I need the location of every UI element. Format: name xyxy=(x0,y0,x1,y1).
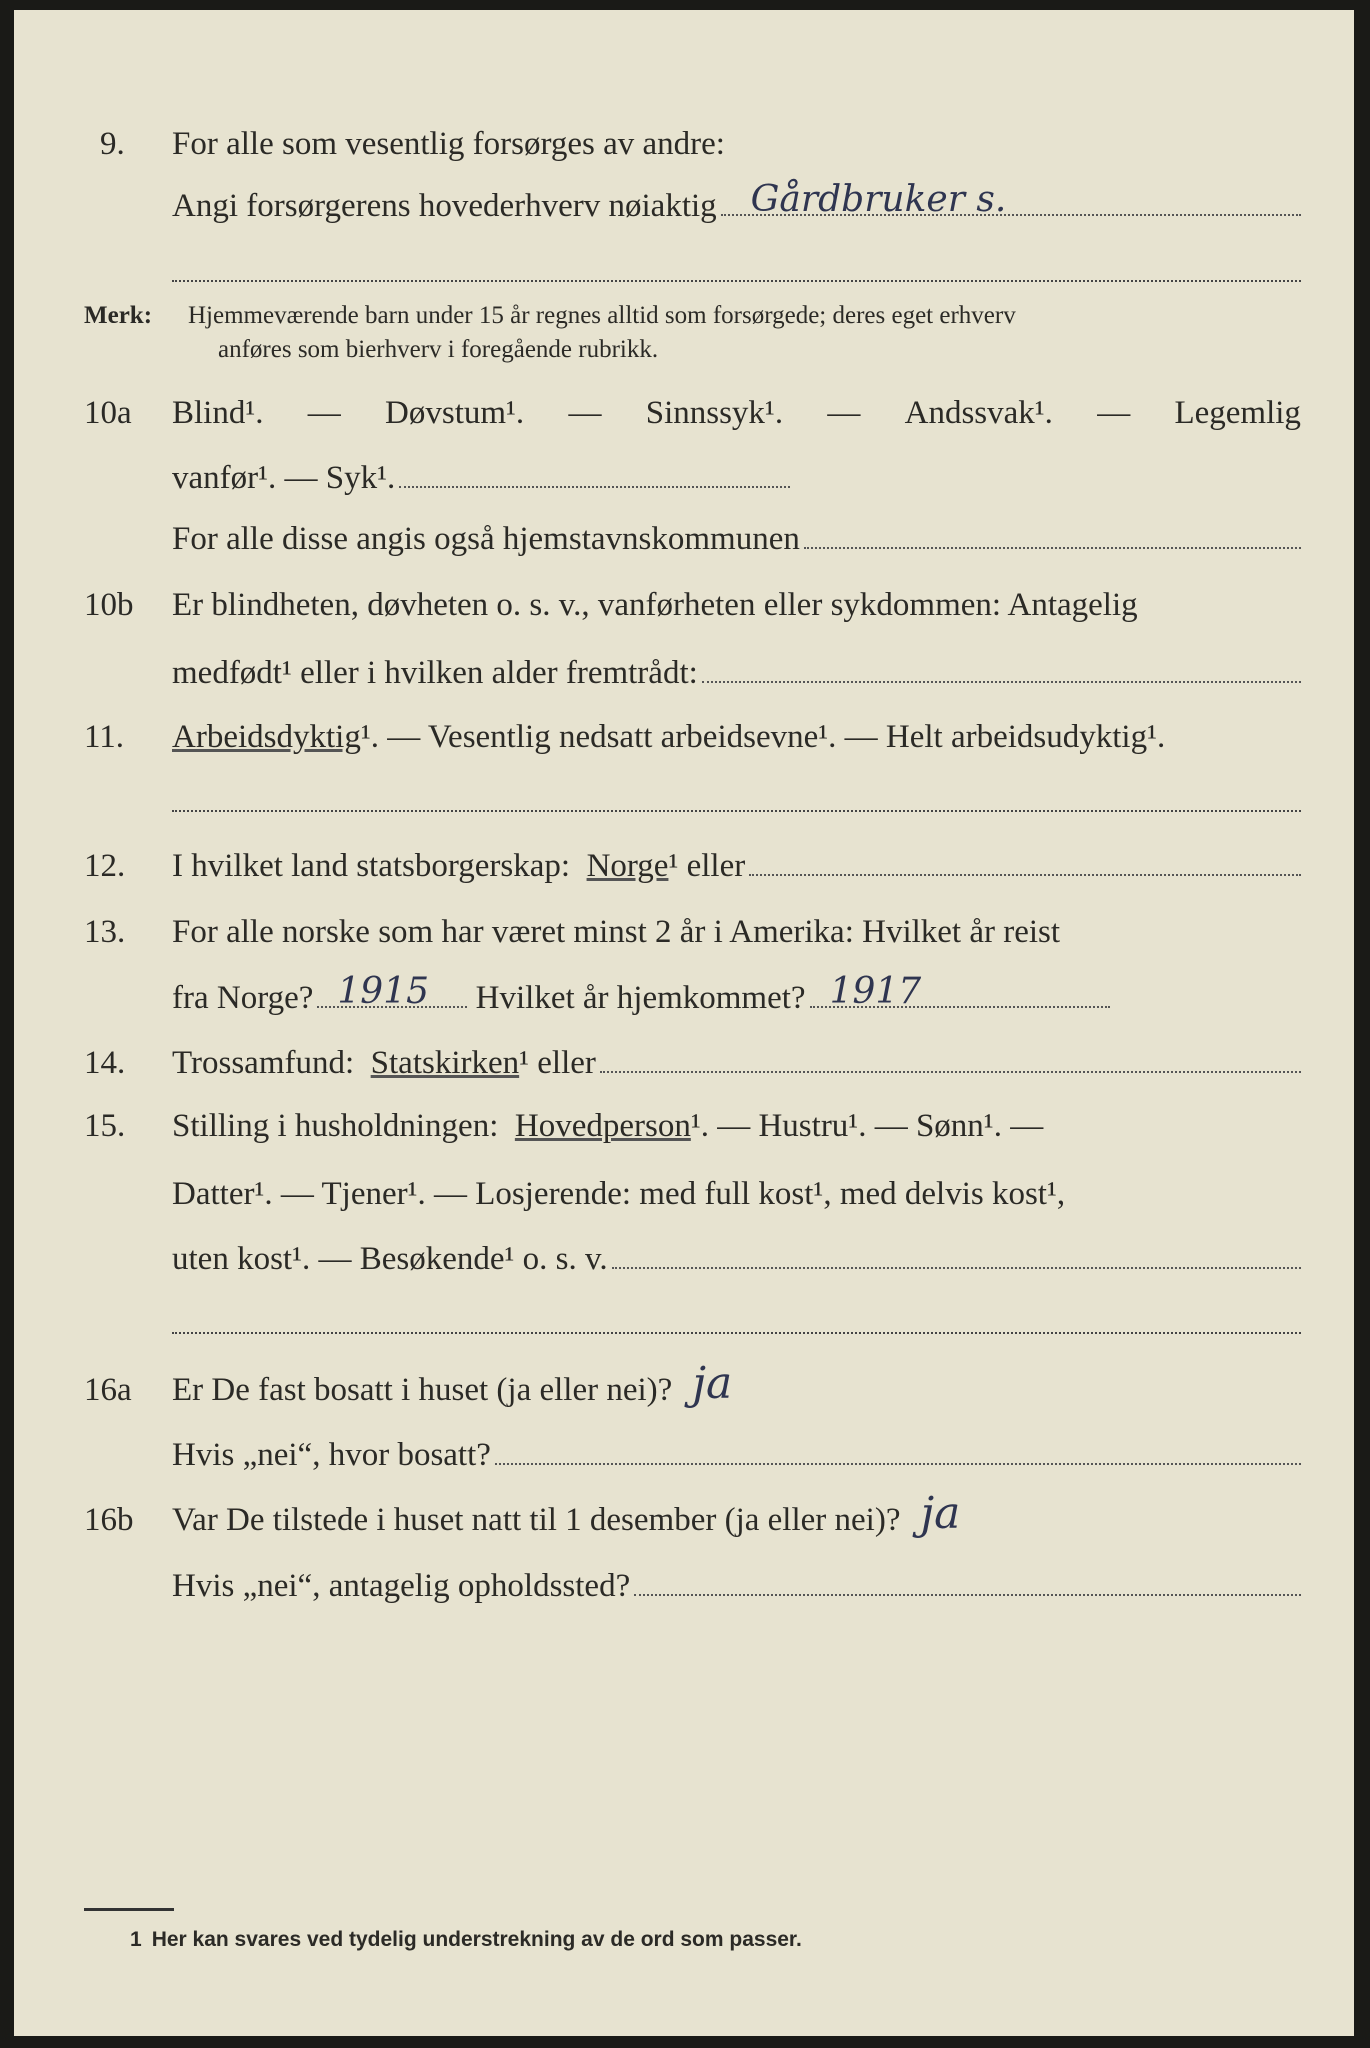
q13-reist-field[interactable] xyxy=(317,971,467,1012)
q10a-line2 xyxy=(0,458,1370,498)
merk-label: Merk: xyxy=(84,302,153,329)
footnote xyxy=(130,1928,802,1952)
q16a-text2: Hvis „nei“, hvor bosatt? xyxy=(172,1437,491,1473)
q16a-answer: ja xyxy=(692,1358,733,1409)
merk-text2: anføres som bierhverv i foregående rubrikk. xyxy=(218,336,659,363)
q10b-number: 10b xyxy=(84,587,134,623)
q10b-field[interactable] xyxy=(702,659,1301,683)
merk-text1: Hjemmeværende barn under 15 år regnes alltid som forsørgede; deres eget erhverv xyxy=(188,302,1016,329)
q16b-line1 xyxy=(0,1488,1370,1540)
q14-suffix: ¹ eller xyxy=(519,1045,596,1081)
q15-rest: ¹. — Hustru¹. — Sønn¹. — xyxy=(690,1108,1044,1144)
q13-hjem-label: Hvilket år hjemkommet? xyxy=(475,980,806,1016)
q10a-text3: For alle disse angis også hjemstavnskommunen xyxy=(172,521,800,557)
q14-line xyxy=(0,1043,1370,1083)
q16a-line1 xyxy=(0,1358,1370,1410)
q9-text: For alle som vesentlig forsørges av andre: xyxy=(172,126,725,162)
q10a-hjemstavn-field[interactable] xyxy=(804,525,1301,549)
q9-number: 9. xyxy=(100,126,125,162)
q14-field[interactable] xyxy=(600,1049,1301,1073)
q13-hjem-field[interactable] xyxy=(810,971,1110,1012)
merk-line2 xyxy=(0,330,1370,370)
q16b-field[interactable] xyxy=(634,1572,1301,1596)
q9-answer: Gårdbruker s. xyxy=(750,179,1007,220)
q13-line1 xyxy=(0,912,1370,952)
q15-text3: uten kost¹. — Besøkende¹ o. s. v. xyxy=(172,1241,608,1277)
option-hovedperson[interactable]: Hovedperson xyxy=(514,1108,691,1144)
option-norge[interactable]: Norge xyxy=(586,848,669,884)
q10a-line3 xyxy=(0,519,1370,559)
q14-number: 14. xyxy=(84,1045,126,1081)
q10a-text2: vanfør¹. — Syk¹. xyxy=(172,460,396,496)
q12-line xyxy=(0,846,1370,886)
q9-prompt: Angi forsørgerens hovederhverv nøiaktig xyxy=(172,188,717,224)
q15-number: 15. xyxy=(84,1108,126,1144)
q13-number: 13. xyxy=(84,914,126,950)
q10b-line2 xyxy=(0,653,1370,693)
q12-suffix: ¹ eller xyxy=(668,848,746,884)
q12-number: 12. xyxy=(84,848,126,884)
q9-line2 xyxy=(0,179,1370,226)
q13-reist-label: fra Norge? xyxy=(172,980,314,1016)
q13-text: For alle norske som har været minst 2 år i Amerika: Hvilket år reist xyxy=(172,914,1061,950)
footnote-rule xyxy=(84,1908,174,1911)
dash: — xyxy=(827,395,861,431)
option-legemlig[interactable]: Legemlig xyxy=(1174,395,1301,431)
q16a-text: Er De fast bosatt i huset (ja eller nei)? xyxy=(172,1372,673,1408)
q16a-field[interactable] xyxy=(495,1441,1301,1465)
q16b-line2 xyxy=(0,1566,1370,1606)
q15-line1 xyxy=(0,1106,1370,1146)
option-sinnssyk[interactable]: Sinnssyk¹. xyxy=(645,395,784,431)
q14-text: Trossamfund: xyxy=(172,1045,355,1081)
option-andssvak[interactable]: Andssvak¹. xyxy=(904,395,1053,431)
q15-line2 xyxy=(0,1174,1370,1214)
q16a-line2 xyxy=(0,1435,1370,1475)
q10a-syk-field[interactable] xyxy=(399,464,790,488)
q15-line3 xyxy=(0,1239,1370,1279)
q16b-text: Var De tilstede i huset natt til 1 desember (ja eller nei)? xyxy=(172,1502,901,1538)
dash: — xyxy=(568,395,602,431)
q12-field[interactable] xyxy=(749,852,1301,876)
q9-line1 xyxy=(0,124,1370,164)
q13-reist-answer: 1915 xyxy=(337,971,430,1012)
q13-hjem-answer: 1917 xyxy=(829,971,922,1012)
divider xyxy=(172,810,1301,812)
q16b-answer: ja xyxy=(920,1488,961,1539)
q13-line2 xyxy=(0,971,1370,1018)
q12-text: I hvilket land statsborgerskap: xyxy=(172,848,571,884)
option-blind[interactable]: Blind¹. xyxy=(172,395,264,431)
q9-answer-field[interactable] xyxy=(721,179,1301,220)
q10b-text2: medfødt¹ eller i hvilken alder fremtrådt: xyxy=(172,655,698,691)
option-arbeidsdyktig[interactable]: Arbeidsdyktig xyxy=(172,719,361,755)
q10a-line1 xyxy=(0,393,1370,433)
q11-line xyxy=(0,717,1370,757)
q16b-text2: Hvis „nei“, antagelig opholdssted? xyxy=(172,1568,631,1604)
divider xyxy=(172,280,1301,282)
q10b-text1: Er blindheten, døvheten o. s. v., vanførheten eller sykdommen: Antagelig xyxy=(172,587,1138,623)
q11-rest: ¹. — Vesentlig nedsatt arbeidsevne¹. — Helt arbeidsudyktig¹. xyxy=(360,719,1166,755)
q16b-number: 16b xyxy=(84,1502,134,1538)
option-dovstum[interactable]: Døvstum¹. xyxy=(385,395,525,431)
q15-text2: Datter¹. — Tjener¹. — Losjerende: med full kost¹, med delvis kost¹, xyxy=(172,1176,1066,1212)
dash: — xyxy=(307,395,341,431)
q15-field[interactable] xyxy=(612,1245,1301,1269)
option-statskirken[interactable]: Statskirken xyxy=(370,1045,520,1081)
q16a-number: 16a xyxy=(84,1372,132,1408)
footnote-text: Her kan svares ved tydelig understrekning av de ord som passer. xyxy=(151,1928,802,1951)
q10a-number: 10a xyxy=(84,395,132,431)
dash: — xyxy=(1097,395,1131,431)
q15-text: Stilling i husholdningen: xyxy=(172,1108,499,1144)
footnote-mark: 1 xyxy=(130,1928,142,1951)
q10b-line1 xyxy=(0,585,1370,625)
divider xyxy=(172,1332,1301,1334)
q11-number: 11. xyxy=(84,719,125,755)
